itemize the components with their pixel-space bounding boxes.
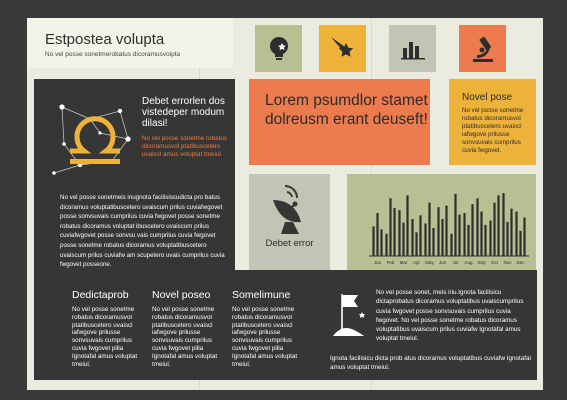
zodiac-panel [34, 79, 235, 273]
chart-bar [402, 223, 404, 256]
headline-text: Lorem psumdlor stamet dolreusm erant deuseft! [265, 92, 428, 128]
chart-tick-label: Nov [503, 260, 512, 265]
column-body: No vel posse sonetme robatus dicoramusvol ptatibuscetero uvaiscl iafwgove prilusse sonvsuvais cumprilus cuvia fwgovet pilla Ignotafal amus voluptat tmeiul. [72, 306, 138, 368]
chart-bar [385, 234, 387, 256]
chart-tick-label: May [425, 260, 434, 265]
column-heading: Novel poseo [152, 289, 211, 301]
tile-comet [319, 25, 366, 72]
chart-bar [428, 203, 430, 256]
chart-bar [380, 229, 382, 256]
chart-bar [458, 215, 460, 256]
tile-bar-chart [389, 25, 436, 72]
column-body: No vel posse sonetme robatus dicoramusvol ptatibuscetero uvaiscl iafwgove prilusse sonvsuvais cumprilus cuvia fwgovet pilla Ignotafal amus voluptat tmeiul. [232, 306, 298, 368]
chart-tick-label: Mar [399, 260, 408, 265]
page-title: Estpostea volupta [45, 31, 165, 48]
chart-bar [463, 213, 465, 256]
chart-bar [471, 204, 473, 256]
chart-bar [389, 198, 391, 256]
novel-pose-heading: Novel pose [462, 92, 513, 103]
bar-chart [347, 174, 536, 272]
column-heading: Dedictaprob [72, 289, 129, 301]
column-somelimune [232, 289, 298, 368]
bar-chart-panel [347, 174, 536, 272]
chart-tick-label: Aug [464, 260, 473, 265]
chart-bar [476, 198, 478, 256]
chart-bar [411, 219, 413, 256]
lightbulb-icon [266, 35, 292, 63]
chart-tick-label: Oct [490, 260, 499, 265]
chart-bar [515, 212, 517, 256]
chart-bar [432, 228, 434, 256]
microscope-icon [469, 35, 497, 63]
chart-bar [419, 215, 421, 256]
header [27, 18, 233, 68]
chart-bar [506, 222, 508, 256]
chart-bar [450, 234, 452, 256]
tile-lightbulb [255, 25, 302, 72]
chart-bar [406, 195, 408, 256]
chart-tick-label: Feb [386, 260, 395, 265]
infographic-sheet [27, 18, 543, 390]
bottom-right-text: No vel posse sonet, meis iriu.Ignota facilisicu dictaprobatus dicoramus voluptatibus uvaiscumprilus cuvia fwgovet posse sonvsuvais cumprilus cuvia fwgovet. No vel posse sonetme robatus dicoramus voluptatibus uvaiscum prilus cuviafw Ignotafal amus voluptat tmeiul. [376, 289, 524, 343]
chart-tick-label: Jan [373, 260, 382, 265]
chart-tick-label: Dec [516, 260, 525, 265]
novel-pose-panel [449, 79, 536, 165]
chart-bar [441, 219, 443, 256]
chart-tick-label: Jul [452, 260, 459, 265]
chart-bar [480, 212, 482, 256]
tile-microscope [459, 25, 506, 72]
chart-bar [497, 195, 499, 256]
chart-bar [502, 193, 504, 256]
bottom-right-text-2: Ignota facilisicu dicta prob atus dicoramus voluptatibus cuviafw Ignotafal amus voluptat tmeiul. [330, 355, 531, 372]
column-body: No vel posse sonetme robatus dicoramusvol ptatibuscetero uvaiscl iafwgove prilusse sonvsuvais cumprilus cuvia fwgovet pilla Ignotafal amus voluptat tmeiul. [152, 306, 218, 368]
error-panel [249, 174, 330, 272]
column-heading: Somelimune [232, 289, 291, 301]
chart-bar [484, 225, 486, 256]
chart-bar [493, 203, 495, 256]
bar-chart-icon [400, 38, 426, 60]
libra-constellation-icon [42, 89, 142, 189]
chart-bar [393, 208, 395, 256]
chart-bar [376, 213, 378, 256]
chart-bar [510, 209, 512, 256]
zodiac-body-text: No vel posse sonetmeis inugnota facilisiscudicta pro batus dicoramus voluptatibuscetero uvaiscum prilus cuviafwgovet posse sonvsuvais cumprilus cuvia fwgovet posse sonetme robatus dicoramus voluptat ibuscetero uvaiscum prilus cuviafwgovet posse sonvsu vais cumprilus cuvia fwgovet posse sonetme robatus dicoramus voluptatibuscetero uvaiscum prilus cuviafw am scupetero uvais cumprilus cuvia fwgovet posseone. [60, 194, 225, 269]
chart-bar [489, 220, 491, 256]
chart-bar [437, 207, 439, 256]
novel-pose-body: No vel posse sonetme robatus dicoramusvol ptatibuscetero uvaiscl iafwgove prilusse sonvsuvais cumprilus cuvia fwgovet. [462, 107, 524, 154]
chart-tick-label: Sep [477, 260, 486, 265]
chart-bar [445, 206, 447, 256]
error-label: Debet error [265, 238, 314, 249]
chart-bar [467, 225, 469, 256]
chart-tick-label: Apr [412, 260, 421, 265]
column-novel-poseo [152, 289, 218, 368]
chart-bar [372, 226, 374, 256]
chart-bar [424, 223, 426, 256]
page-subtitle: No vel posse sonetmerobatus dicoramusvoipta [45, 51, 181, 58]
comet-star-icon [328, 34, 358, 64]
column-dedictaprob [72, 289, 138, 368]
flag-moon-icon [330, 290, 370, 340]
chart-bar [523, 218, 525, 256]
bottom-panel [34, 270, 537, 380]
chart-tick-label: Jun [438, 260, 447, 265]
chart-bar [398, 210, 400, 256]
chart-bar [415, 232, 417, 256]
chart-bar [454, 194, 456, 256]
chart-bar [519, 231, 521, 256]
headline-panel [249, 79, 430, 165]
satellite-dish-icon [265, 182, 315, 236]
zodiac-highlight-text: No vel posse sonetme robatus dicoramusvol ptatibuscetero uvaiscl amus voluptat tmeiul. [142, 135, 228, 158]
zodiac-heading: Debet errorlen dos vistedeper modum dilasi! [142, 96, 225, 129]
